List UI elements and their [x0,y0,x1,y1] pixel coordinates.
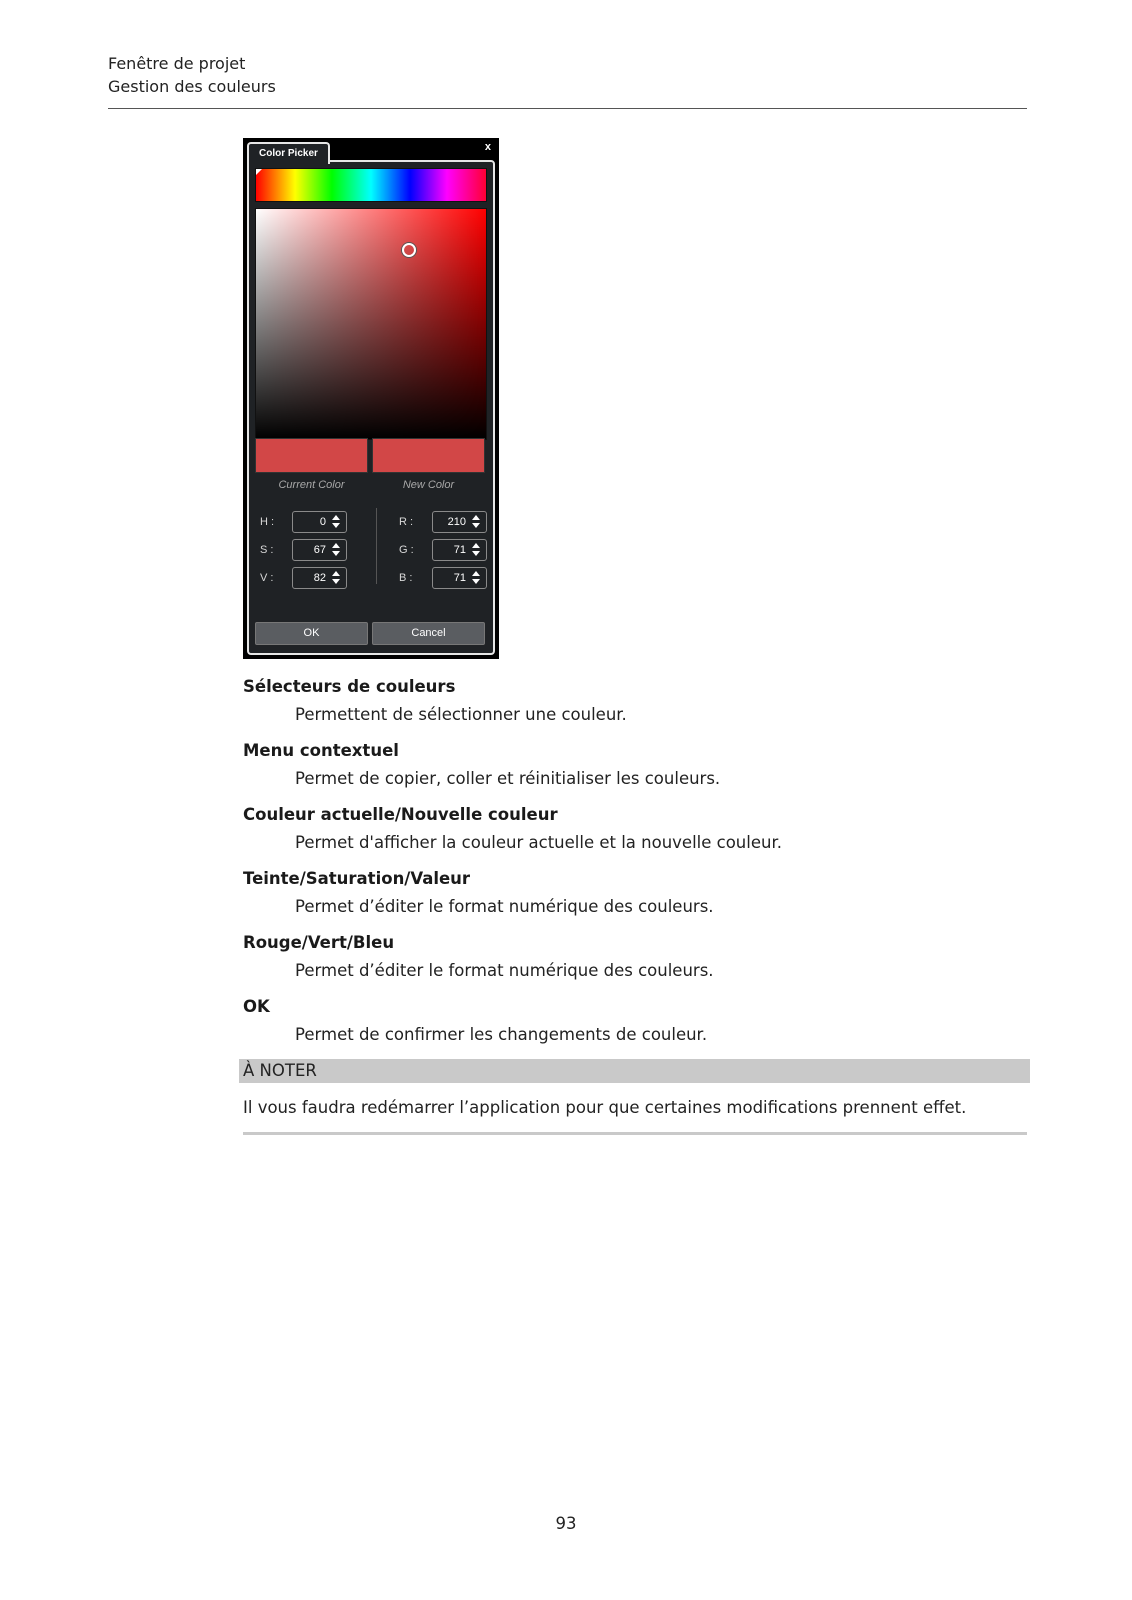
definition-term: Couleur actuelle/Nouvelle couleur [243,805,558,824]
value-value: 82 [313,572,326,584]
definition-item [243,932,1033,996]
field-divider [376,508,377,584]
definition-description: Permettent de sélectionner une couleur. [295,705,627,724]
saturation-value: 67 [313,544,326,556]
hue-stepper-icon[interactable] [331,515,341,529]
hue-label: H : [260,516,275,528]
saturation-label: S : [260,544,274,556]
value-label: V : [260,572,274,584]
color-picker-title-tab[interactable]: Color Picker [247,142,330,164]
hue-slider[interactable] [255,168,487,202]
green-label: G : [399,544,414,556]
header-divider [108,108,1027,109]
definition-term: Teinte/Saturation/Valeur [243,869,471,888]
definition-description: Permet d’éditer le format numérique des couleurs. [295,897,714,916]
value-stepper-icon[interactable] [331,571,341,585]
new-color-label: New Color [402,479,455,491]
red-input[interactable] [432,511,487,533]
definition-item [243,740,1033,804]
definition-description: Permet d’éditer le format numérique des couleurs. [295,961,714,980]
definition-term: OK [243,997,270,1016]
saturation-value-field[interactable] [255,208,487,440]
page-header [108,52,276,98]
saturation-input[interactable] [292,539,347,561]
cancel-button[interactable]: Cancel [372,622,485,645]
green-input[interactable] [432,539,487,561]
note-heading: À NOTER [239,1059,1030,1083]
green-value: 71 [453,544,466,556]
header-section: Gestion des couleurs [108,77,276,96]
definition-term: Sélecteurs de couleurs [243,677,456,696]
value-input[interactable] [292,567,347,589]
new-color-swatch [372,438,485,473]
definition-list [243,676,1033,1060]
definition-item [243,996,1033,1060]
hue-value: 0 [319,516,326,528]
ok-button[interactable]: OK [255,622,368,645]
saturation-value-handle[interactable] [402,243,416,257]
red-stepper-icon[interactable] [471,515,481,529]
definition-item [243,868,1033,932]
current-color-label: Current Color [278,479,345,491]
definition-description: Permet de copier, coller et réinitialiser les couleurs. [295,769,721,788]
page-number: 93 [555,1514,577,1533]
definition-term: Rouge/Vert/Bleu [243,933,395,952]
hue-slider-handle[interactable] [256,169,262,175]
green-stepper-icon[interactable] [471,543,481,557]
definition-description: Permet de confirmer les changements de couleur. [295,1025,708,1044]
definition-item [243,676,1033,740]
note-divider [243,1132,1027,1135]
current-color-swatch [255,438,368,473]
color-picker-panel [247,160,495,655]
color-picker-window [243,138,499,659]
hue-input[interactable] [292,511,347,533]
blue-input[interactable] [432,567,487,589]
red-label: R : [399,516,414,528]
close-icon[interactable]: x [484,141,491,153]
note-text: Il vous faudra redémarrer l’application pour que certaines modifications prennent effet. [243,1098,967,1117]
definition-term: Menu contextuel [243,741,399,760]
blue-stepper-icon[interactable] [471,571,481,585]
header-chapter: Fenêtre de projet [108,54,246,73]
red-value: 210 [447,516,466,528]
blue-label: B : [399,572,413,584]
definition-description: Permet d'afficher la couleur actuelle et la nouvelle couleur. [295,833,782,852]
blue-value: 71 [453,572,466,584]
saturation-stepper-icon[interactable] [331,543,341,557]
definition-item [243,804,1033,868]
